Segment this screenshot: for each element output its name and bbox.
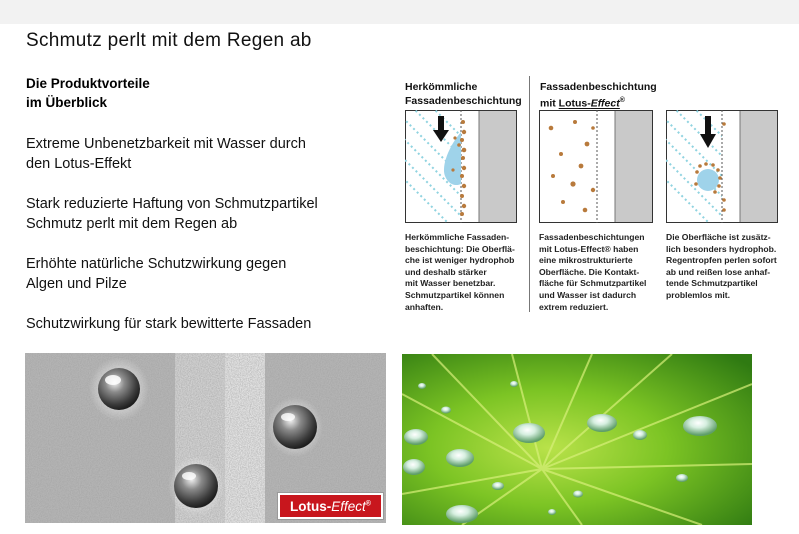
caption3-line: Regentropfen perlen sofort [666,255,777,266]
caption2-line: extrem reduziert. [539,301,609,312]
caption2-line: mit Lotus-Effect® haben [539,243,639,254]
benefit-1-line-1: Extreme Unbenetzbarkeit mit Wasser durch [26,136,306,152]
caption2-line: fläche für Schmutzpartikel [539,278,647,289]
lotus-leaf-photo [402,354,752,525]
diagram-panel-microstructure [539,110,653,228]
water-drop-icon [174,464,218,508]
lotus-brand-text: Lotus- [558,97,591,110]
microstructure-illustration [539,110,653,223]
benefit-2 [26,194,318,234]
diagram-col2-heading [540,80,657,111]
caption1-line: che ist weniger hydrophob [405,255,515,266]
benefit-2-line-1: Stark reduzierte Haftung von Schmutzpartikel [26,196,318,212]
logo-registered-mark: ® [365,500,371,507]
benefit-3 [26,254,286,294]
diagram-col1-heading-line-1: Herkömmliche [405,81,478,93]
caption1-line: mit Wasser benetzbar. [405,278,496,289]
conventional-coating-illustration [405,110,517,223]
logo-brand-text: Lotus- [290,498,332,514]
registered-mark: ® [619,97,625,104]
diagram-col1-heading [405,80,522,108]
diagram-divider [529,76,530,312]
hydrophobic-illustration [666,110,778,223]
diagram-col2-heading-line-2 [540,94,657,111]
top-band [0,0,799,24]
benefit-1-line-2: den Lotus-Effekt [26,156,132,172]
logo-brand-italic: Effect [331,498,366,514]
caption3-line: ab und reißen lose anhaf- [666,266,771,277]
caption3-line: Die Oberfläche ist zusätz- [666,232,771,242]
caption1-line: beschichtung: Die Oberflä- [405,243,515,254]
subheading-line-1: Die Produktvorteile [26,76,150,91]
caption1-line: und deshalb stärker [405,266,487,277]
caption2-line: und Wasser ist dadurch [539,289,637,300]
diagram-col1-heading-line-2: Fassadenbeschichtung [405,95,522,107]
caption3-line: lich besonders hydrophob. [666,243,777,254]
lotus-effect-brand [559,98,620,110]
benefit-1 [26,134,306,174]
benefit-4-line-1: Schutzwirkung für stark bewitterte Fassaden [26,316,312,332]
lotus-leaf-image [402,354,752,525]
water-drop-icon [697,169,719,191]
caption1-line: Schmutzpartikel können [405,289,505,300]
caption2-line: Fassadenbeschichtungen [539,232,645,242]
benefit-3-line-2: Algen und Pilze [26,276,127,292]
lotus-brand-italic: Effect [590,97,620,110]
caption2-line: eine mikrostrukturierte [539,255,633,266]
subheading-line-2: im Überblick [26,95,108,110]
benefit-4 [26,314,311,334]
caption2-line: Oberfläche. Die Kontakt- [539,266,640,277]
water-drop-icon [273,405,317,449]
diagram-col2-heading-line-1: Fassadenbeschichtung [540,81,657,93]
diagram-caption-conventional [405,232,515,313]
water-drop-icon [98,368,140,410]
caption3-line: tende Schmutzpartikel [666,278,758,289]
lotus-effect-logo-text [290,499,371,514]
subheading [26,74,150,112]
diagram-panel-conventional [405,110,517,228]
benefit-2-line-2: Schmutz perlt mit dem Regen ab [26,216,238,232]
caption1-line: anhaften. [405,301,444,312]
diagram-caption-hydrophobic [666,232,777,302]
diagram-col2-prefix: mit [540,97,559,110]
caption1-line: Herkömmliche Fassaden- [405,232,510,242]
diagram-caption-microstructure [539,232,646,313]
page-title: Schmutz perlt mit dem Regen ab [26,30,312,51]
diagram-panel-hydrophobic [666,110,778,228]
caption3-line: problemlos mit. [666,289,730,300]
lotus-effect-logo [278,493,383,519]
benefit-3-line-1: Erhöhte natürliche Schutzwirkung gegen [26,256,287,272]
